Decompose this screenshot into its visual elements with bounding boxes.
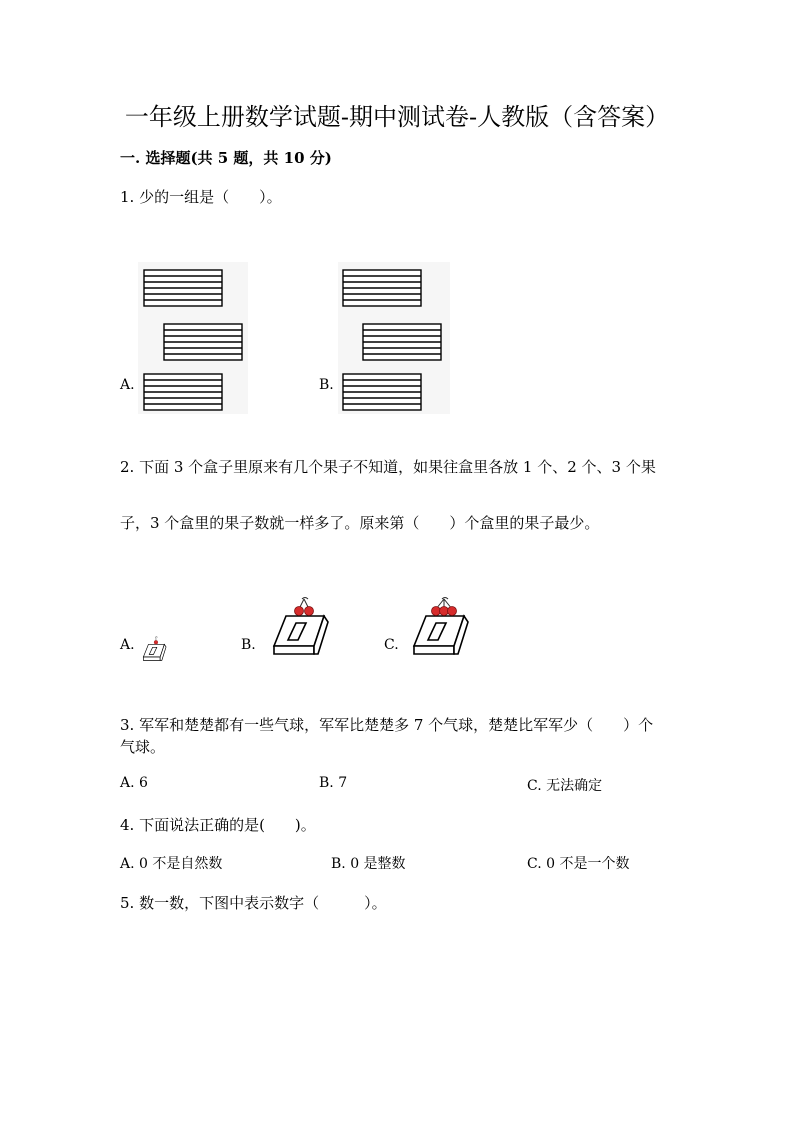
box-front (143, 657, 160, 660)
question-3-line-2: 气球。 (120, 738, 166, 756)
q1-option-b-lines-figure (338, 262, 450, 414)
fruit-leaf (155, 637, 158, 638)
box (143, 637, 166, 661)
section-heading: 一. 选择题(共 5 题，共 10 分) (120, 149, 332, 167)
q1-option-a-lines-figure (138, 262, 248, 414)
q4-option-c[interactable]: C. 0 不是一个数 (527, 856, 630, 872)
line-group (144, 270, 222, 306)
fruit (448, 607, 457, 616)
fruit-cluster (432, 598, 457, 616)
question-4-text: 4. 下面说法正确的是( )。 (120, 816, 316, 834)
box (414, 598, 468, 655)
box-front (414, 646, 454, 654)
question-1-text: 1. 少的一组是（ ）。 (120, 188, 282, 206)
q4-option-b[interactable]: B. 0 是整数 (331, 856, 406, 872)
box (274, 598, 328, 655)
fruit (305, 607, 314, 616)
q1-option-a-label[interactable]: A. (120, 377, 135, 393)
fruit (154, 640, 158, 644)
fruit-leaf (442, 598, 448, 600)
line-group (164, 324, 242, 360)
q2-box-two-fruits-figure (266, 596, 336, 666)
q3-option-b[interactable]: B. 7 (319, 775, 348, 791)
fruit-cluster (295, 598, 314, 616)
fruit-cluster (154, 637, 158, 645)
line-group (343, 374, 421, 410)
question-2-line-2: 子，3 个盒里的果子数就一样多了。原来第（ ）个盒里的果子最少。 (120, 514, 600, 532)
q3-option-a[interactable]: A. 6 (120, 775, 148, 791)
q2-option-b-label[interactable]: B. (241, 637, 256, 653)
q4-option-a[interactable]: A. 0 不是自然数 (120, 856, 223, 872)
q2-box-three-fruits-figure (406, 596, 476, 666)
line-group (363, 324, 441, 360)
question-2-line-1: 2. 下面 3 个盒子里原来有几个果子不知道，如果往盒里各放 1 个、2 个、3 个果 (120, 458, 656, 476)
question-3-line-1: 3. 军军和楚楚都有一些气球，军军比楚楚多 7 个气球，楚楚比军军少（ ）个 (120, 716, 654, 734)
line-group (144, 374, 222, 410)
q1-option-b-label[interactable]: B. (319, 377, 334, 393)
q1-option-b-figure (338, 262, 450, 414)
q1-option-a-figure (138, 262, 248, 414)
fruit-leaf (302, 598, 308, 600)
line-group (343, 270, 421, 306)
q2-option-a-label[interactable]: A. (120, 637, 135, 653)
q2-option-c-label[interactable]: C. (384, 637, 399, 653)
question-5-text: 5. 数一数，下图中表示数字（ ）。 (120, 894, 387, 912)
page-title: 一年级上册数学试题-期中测试卷-人教版（含答案） (124, 103, 670, 131)
q3-option-c[interactable]: C. 无法确定 (527, 778, 603, 794)
fruit (295, 607, 304, 616)
q2-box-small-figure (140, 636, 170, 672)
box-front (274, 646, 314, 654)
